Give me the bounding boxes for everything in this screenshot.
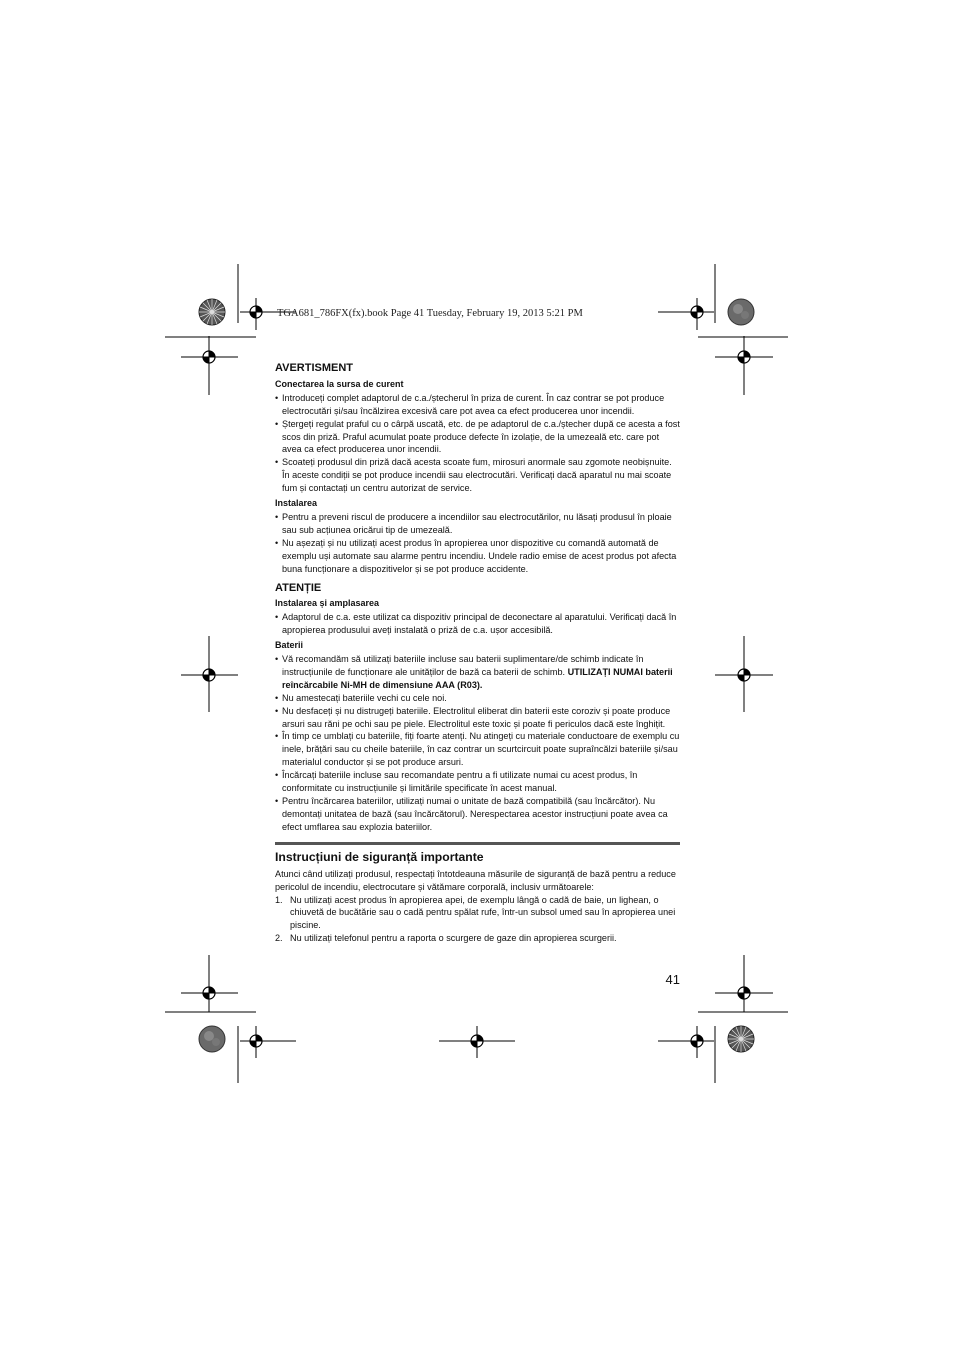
safety-list xyxy=(275,894,680,946)
placement-list xyxy=(275,611,680,637)
page-content xyxy=(275,362,680,945)
batteries-list xyxy=(275,653,680,834)
list-item: • Nu amestecați bateriile vechi cu cele noi. xyxy=(275,692,680,705)
item-number: 2. xyxy=(275,933,283,944)
list-item xyxy=(275,932,680,945)
list-item xyxy=(275,653,680,692)
page-number: 41 xyxy=(665,972,680,987)
power-heading: Conectarea la sursa de curent xyxy=(275,378,404,389)
book-header-info: TGA681_786FX(fx).book Page 41 Tuesday, February 19, 2013 5:21 PM xyxy=(277,308,583,319)
item-number: 1. xyxy=(275,894,283,905)
list-item: • Pentru a preveni riscul de producere a incendiilor sau electrocutărilor, nu lăsați produsul în ploaie sau sub acțiunea oricărui tip de umezeală. xyxy=(275,511,680,537)
install-heading: Instalarea xyxy=(275,498,318,509)
item-text: Nu utilizați telefonul pentru a raporta o scurgere de gaze din apropierea scurgerii. xyxy=(290,933,617,944)
list-item: • Pentru încărcarea bateriilor, utilizați numai o unitate de bază compatibilă (sau încărcător). Nu demontați unitatea de bază (sau încărcătorul). Nerespectarea acestor instrucțiuni poate avea ca efect umflarea sau explozia bateriilor. xyxy=(275,795,680,834)
list-item: • Ștergeți regulat praful cu o cârpă uscată, etc. de pe adaptorul de c.a./ștecher după ce acesta a fost scos din priză. Praful acumulat poate produce defecte în izolație, de la umezeală etc. care pot avea ca efect producerea unor incendii. xyxy=(275,418,680,457)
list-item: • În timp ce umblați cu bateriile, fiți foarte atenți. Nu atingeți cu materiale conductoare de exemplu cu inele, brățări sau cu cheile bateriile, în caz contrar un scurtcircuit poate supraîncălzi bateriile și/sau materialul conductor și se pot produce arsuri. xyxy=(275,730,680,769)
caution-title: ATENȚIE xyxy=(275,581,322,594)
safety-intro: Atunci când utilizați produsul, respectați întotdeauna măsurile de siguranță de bază pentru a reduce pericolul de incendiu, electrocutare și vătămare corporală, inclusiv următoarele: xyxy=(275,868,676,892)
battery-requirement-bold: UTILIZAȚI NUMAI baterii reîncărcabile Ni-MH de dimensiune AAA (R03). xyxy=(282,666,673,690)
list-item: • Nu desfaceți și nu distrugeți bateriile. Electrolitul eliberat din baterii este coroziv și poate produce arsuri sau răni pe ochi sau pe piele. Electrolitul este toxic și poate fi periculos dacă este înghițit. xyxy=(275,705,680,731)
safety-title: Instrucțiuni de siguranță importante xyxy=(275,849,484,864)
list-item: • Introduceți complet adaptorul de c.a./ștecherul în priza de curent. În caz contrar se pot produce electrocutări și/sau încălzirea excesivă care pot avea ca efect producerea unor incendii. xyxy=(275,392,680,418)
list-item xyxy=(275,894,680,933)
list-item: • Nu așezați și nu utilizați acest produs în apropierea unor dispozitive cu comandă automată de exemplu uși automate sau alarme pentru incendiu. Undele radio emise de acest produs pot afecta buna funcționare a dispozitivelor și se pot produce accidente. xyxy=(275,537,680,576)
list-item: • Scoateți produsul din priză dacă acesta scoate fum, mirosuri anormale sau zgomote neobișnuite. În aceste condiții se pot produce incendii sau electrocutări. Verificați dacă aparatul nu mai scoate fum și contactați un centru autorizat de service. xyxy=(275,456,680,495)
warning-title: AVERTISMENT xyxy=(275,362,354,374)
install-list xyxy=(275,511,680,576)
list-item: • Adaptorul de c.a. este utilizat ca dispozitiv principal de deconectare al aparatului. Verificați dacă în apropierea produsului aveți instalată o priză de c.a. ușor accesibilă. xyxy=(275,611,680,637)
battery-recommendation-text: Vă recomandăm să utilizați bateriile incluse sau baterii suplimentare/de schimb indicate în instrucțiunile de funcționare ale unităților de bază ca baterii de schimb. xyxy=(282,654,644,677)
item-text: Nu utilizați acest produs în apropierea apei, de exemplu lângă o cadă de baie, un lighean, o chiuvetă de bucătărie sau o cadă pentru spălat rufe, într-un subsol umed sau în apropierea unei piscine. xyxy=(290,894,676,931)
list-item: • Încărcați bateriile incluse sau recomandate pentru a fi utilizate numai cu acest produs, în conformitate cu instrucțiunile și limitările specificate în acest manual. xyxy=(275,769,680,795)
batteries-heading: Baterii xyxy=(275,640,304,651)
placement-heading: Instalarea și amplasarea xyxy=(275,598,380,609)
section-divider xyxy=(275,842,680,845)
power-list xyxy=(275,392,680,495)
